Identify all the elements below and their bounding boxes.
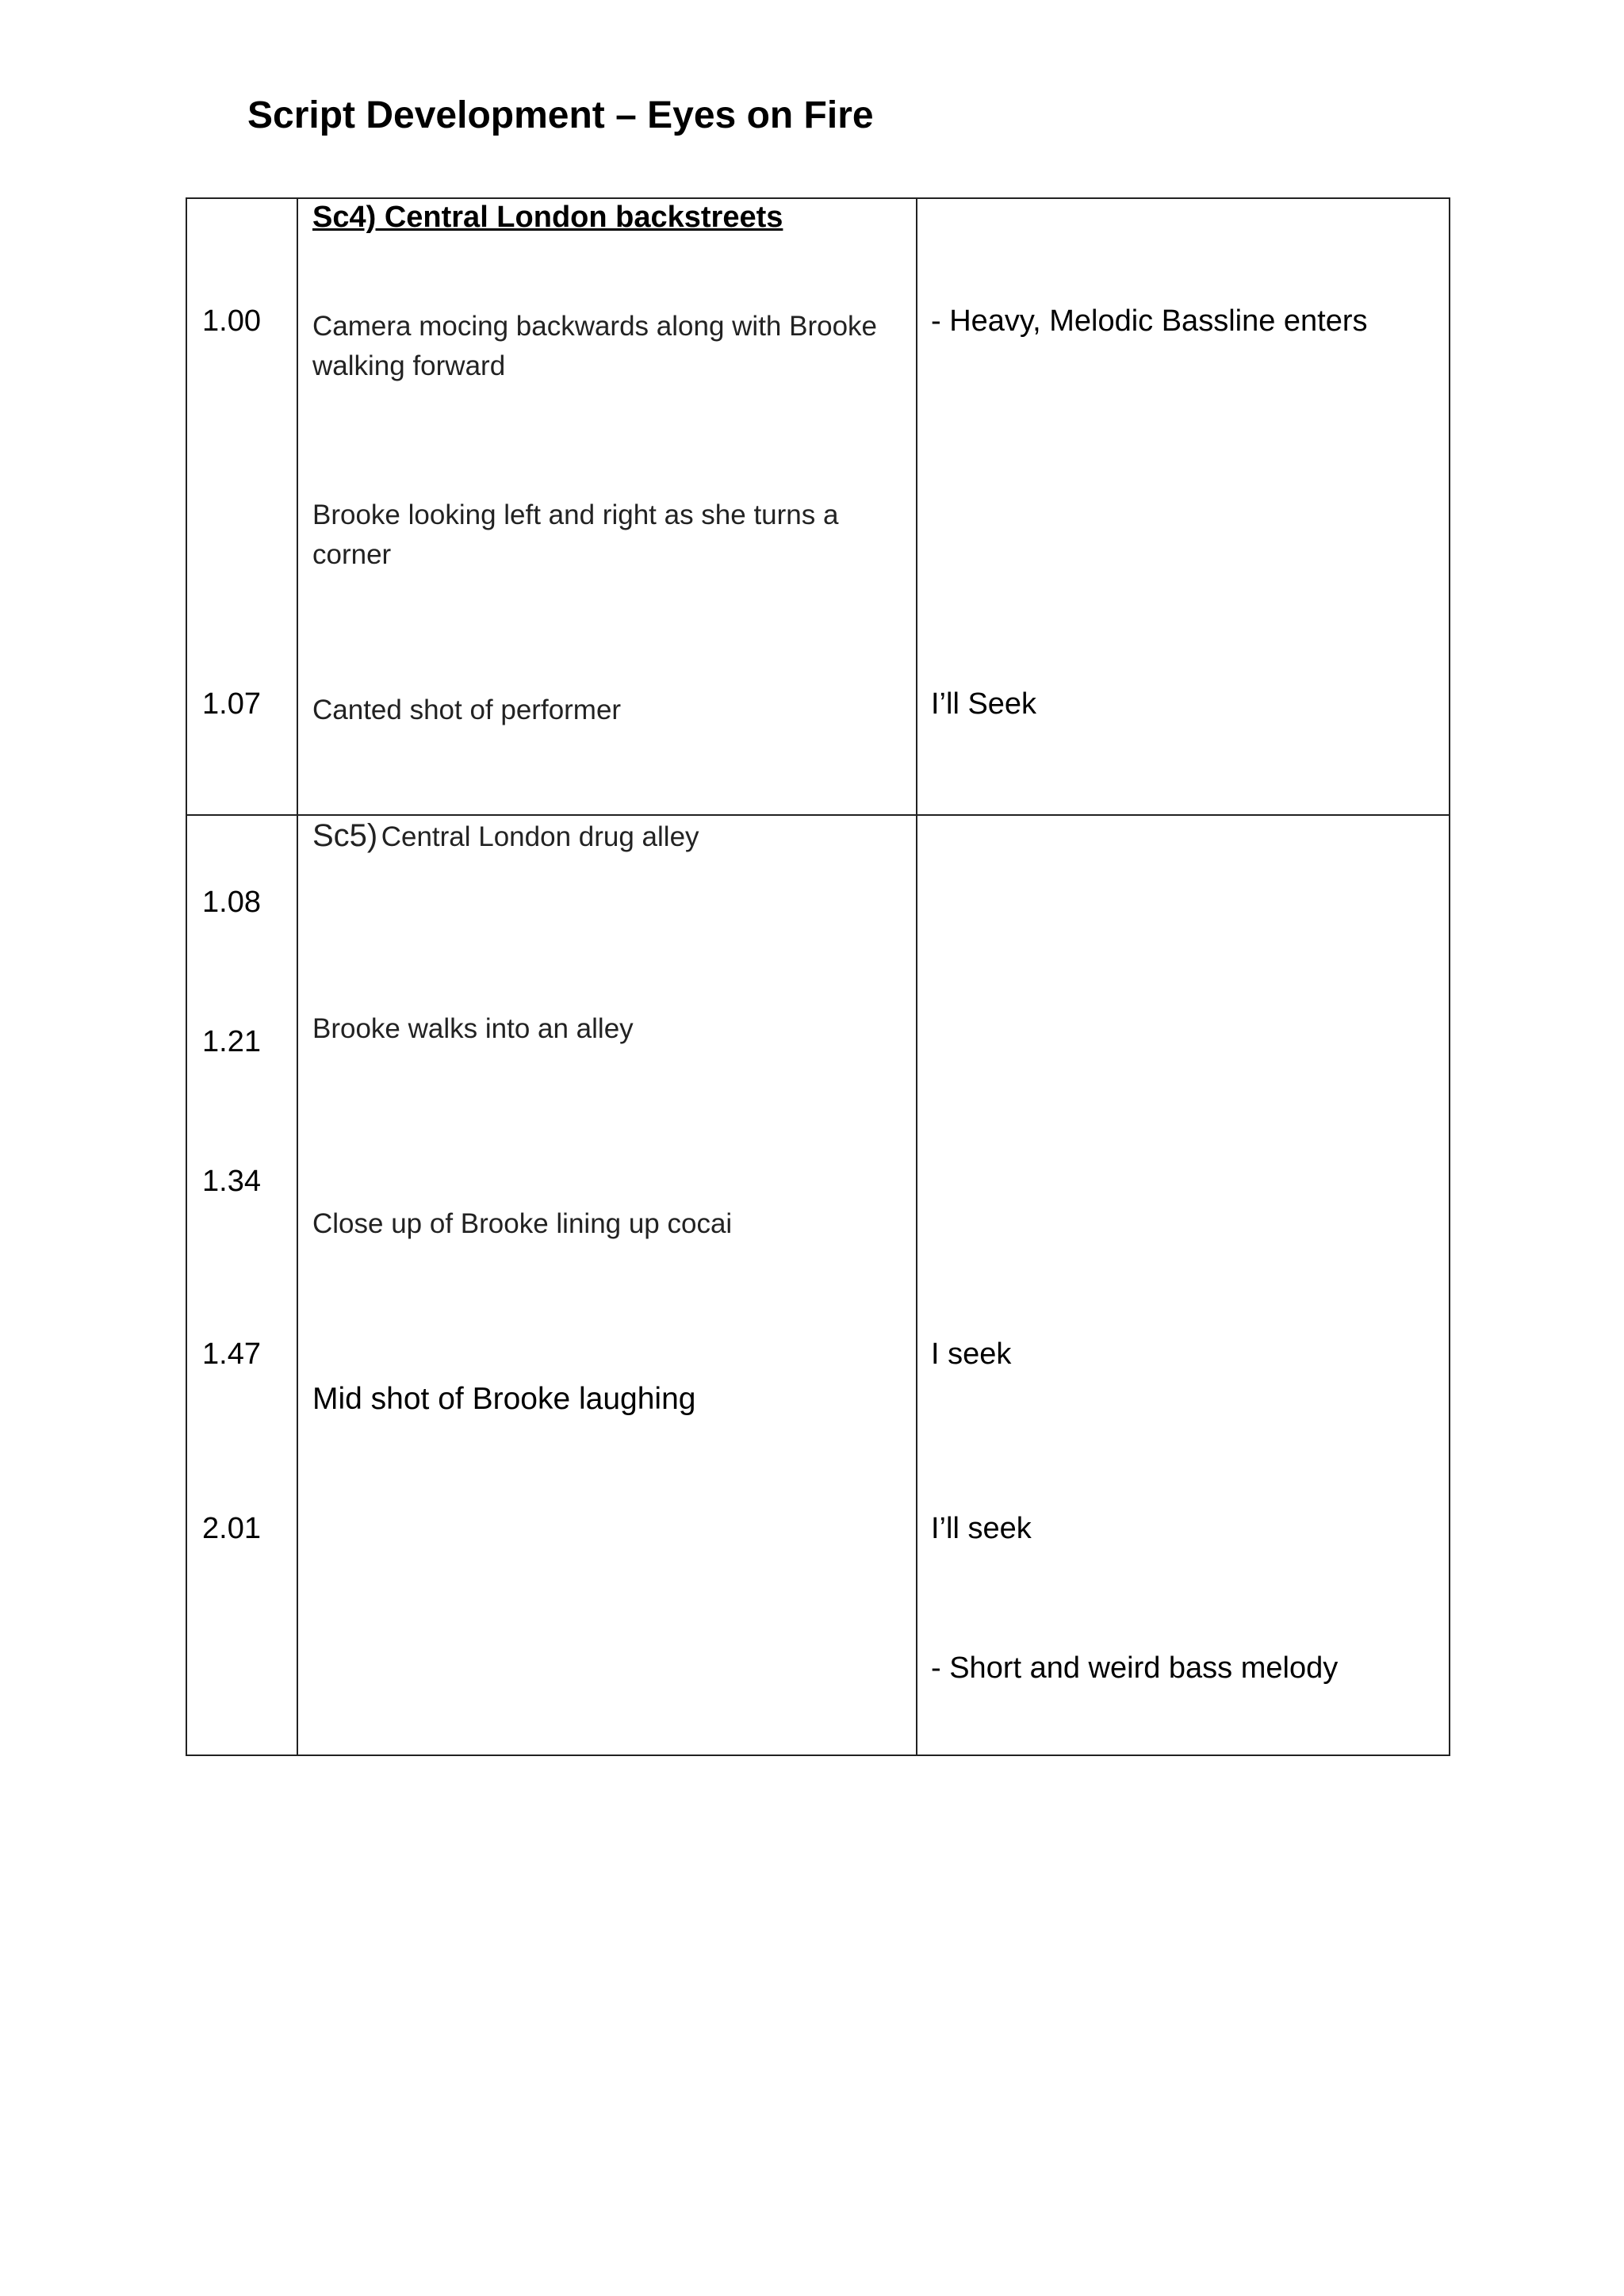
shot-description: corner xyxy=(312,539,392,570)
column-divider xyxy=(297,199,298,814)
timestamp: 1.34 xyxy=(202,1165,261,1198)
shot-description: Mid shot of Brooke laughing xyxy=(312,1382,696,1416)
music-cue: I’ll Seek xyxy=(931,687,1037,721)
document-title: Script Development – Eyes on Fire xyxy=(247,94,874,136)
scene-number: Sc5) xyxy=(312,818,378,853)
shot-description: Camera mocing backwards along with Brooke xyxy=(312,311,877,342)
column-divider xyxy=(916,199,917,814)
scene-heading: Sc4) Central London backstreets xyxy=(312,201,783,234)
music-cue: - Short and weird bass melody xyxy=(931,1651,1339,1685)
timestamp: 1.08 xyxy=(202,886,261,919)
timestamp: 1.21 xyxy=(202,1025,261,1058)
column-divider xyxy=(916,816,917,1755)
shot-description: walking forward xyxy=(312,350,506,381)
scene-4-row xyxy=(186,197,1450,816)
timestamp: 1.47 xyxy=(202,1337,261,1371)
scene-heading xyxy=(312,818,699,854)
timestamp: 2.01 xyxy=(202,1512,261,1545)
scene-5-row xyxy=(186,814,1450,1756)
music-cue: I’ll seek xyxy=(931,1512,1032,1545)
shot-description: Brooke looking left and right as she turns a xyxy=(312,499,839,530)
column-divider xyxy=(297,816,298,1755)
shot-description: Brooke walks into an alley xyxy=(312,1013,634,1044)
timestamp: 1.00 xyxy=(202,304,261,338)
shot-description: Canted shot of performer xyxy=(312,695,622,725)
shot-description: Close up of Brooke lining up cocai xyxy=(312,1208,733,1239)
music-cue: I seek xyxy=(931,1337,1012,1371)
timestamp: 1.07 xyxy=(202,687,261,721)
music-cue: - Heavy, Melodic Bassline enters xyxy=(931,304,1368,338)
scene-location: Central London drug alley xyxy=(381,821,699,852)
